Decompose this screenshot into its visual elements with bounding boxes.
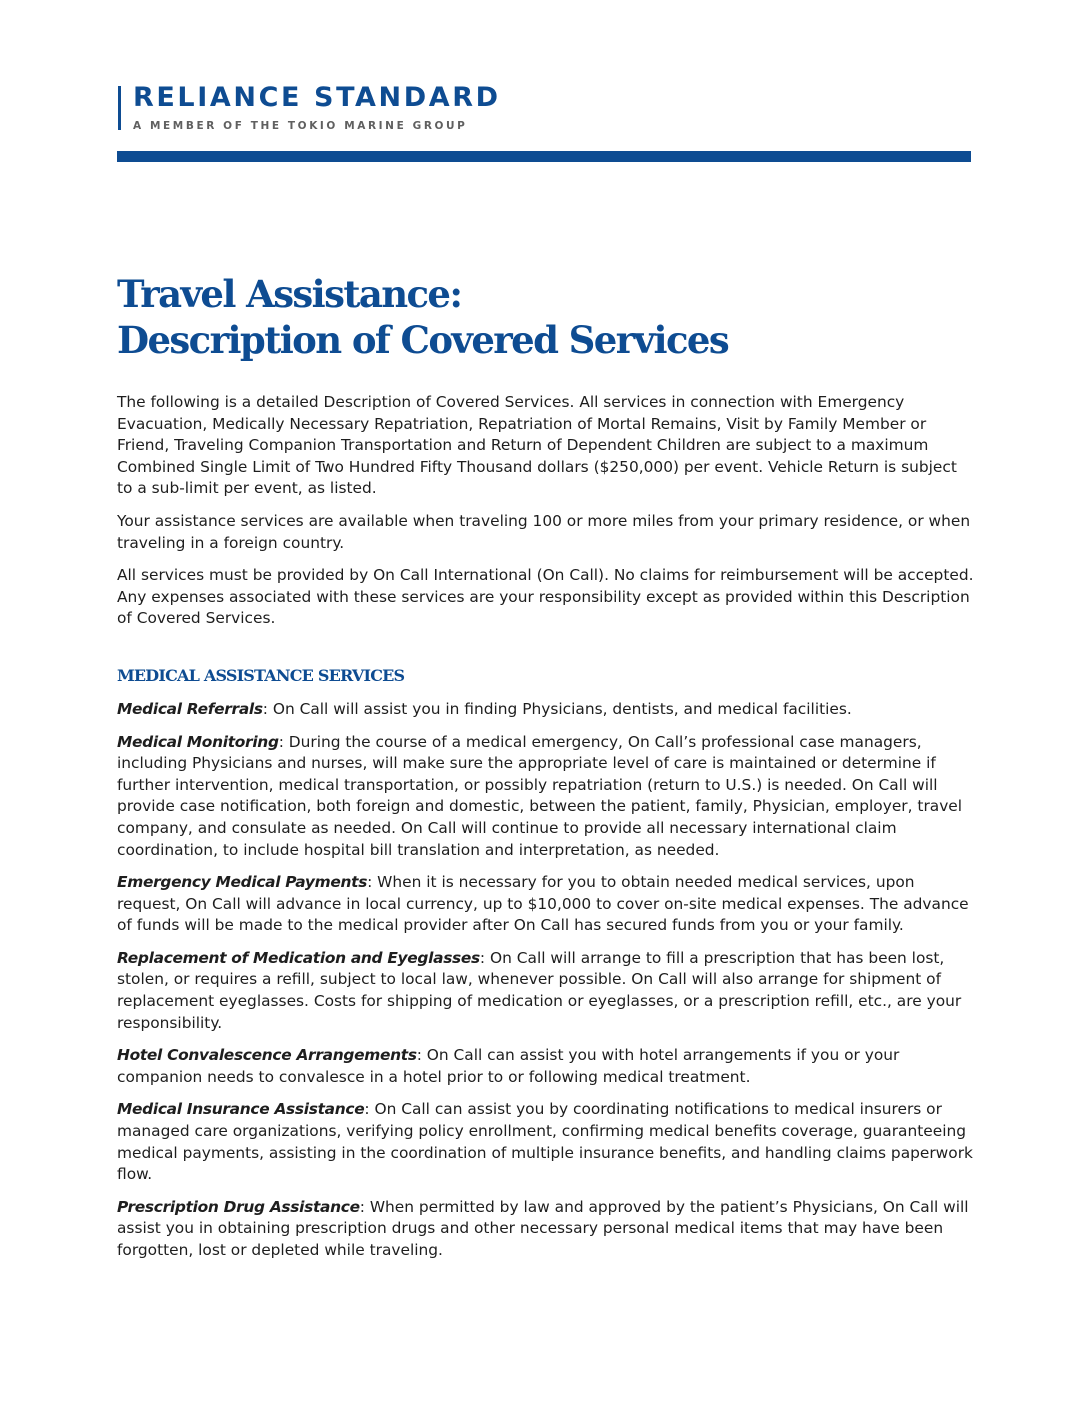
service-term: Medical Insurance Assistance: [117, 1100, 365, 1119]
service-medical-insurance-assistance: [117, 1099, 975, 1185]
document-body: [117, 392, 975, 1273]
intro-paragraph-provider: All services must be provided by On Call International (On Call). No claims for reimbursement will be accepted. Any expenses associated with these services are your responsibility except as provided within this Description of Covered Services.: [117, 566, 974, 628]
service-medical-monitoring: [117, 732, 975, 862]
service-description: : On Call can assist you with hotel arrangements if you or your companion needs to convalesce in a hotel prior to or following medical treatment.: [117, 1046, 900, 1086]
service-description: : On Call will assist you in finding Physicians, dentists, and medical facilities.: [262, 699, 852, 718]
service-term: Medical Monitoring: [117, 732, 279, 751]
logo-company-name: RELIANCE STANDARD: [133, 82, 501, 113]
service-term: Medical Referrals: [117, 699, 263, 718]
service-term: Replacement of Medication and Eyeglasses: [117, 948, 480, 967]
service-description: : When it is necessary for you to obtain needed medical services, upon request, On Call will advance in local currency, up to $10,000 to cover on-site medical expenses. The advance of funds will be made to the medical provider after On Call has secured funds from you or your family.: [117, 873, 969, 935]
service-term: Prescription Drug Assistance: [117, 1197, 360, 1216]
service-description: : During the course of a medical emergency, On Call’s professional case managers, including Physicians and nurses, will make sure the appropriate level of care is maintained or determine if further intervention, medical transportation, or possibly repatriation (return to U.S.) is needed. On Call will provide case notification, both foreign and domestic, between the patient, family, Physician, employer, travel company, and consulate as needed. On Call will continue to provide all necessary international claim coordination, to include hospital bill translation and interpretation, as needed.: [117, 732, 963, 859]
logo-vertical-bar: [118, 86, 121, 130]
intro-paragraph-limits: The following is a detailed Description of Covered Services. All services in connection with Emergency Evacuation, Medically Necessary Repatriation, Repatriation of Mortal Remains, Visit by Family Member or Friend, Traveling Companion Transportation and Return of Dependent Children are subject to a maximum Combined Single Limit of Two Hundred Fifty Thousand dollars ($250,000) per event. Vehicle Return is subject to a sub-limit per event, as listed.: [117, 393, 957, 498]
service-term: Emergency Medical Payments: [117, 873, 368, 892]
logo-tagline: A MEMBER OF THE TOKIO MARINE GROUP: [133, 120, 468, 132]
service-prescription-drug-assistance: [117, 1197, 975, 1262]
service-description: : When permitted by law and approved by the patient’s Physicians, On Call will assist you in obtaining prescription drugs and other necessary personal medical items that may have been forgotten, lost or depleted while traveling.: [117, 1197, 969, 1259]
service-description: : On Call can assist you by coordinating notifications to medical insurers or managed care organizations, verifying policy enrollment, confirming medical benefits coverage, guaranteeing medical payments, assisting in the coordination of multiple insurance benefits, and handling claims paperwork flow.: [117, 1100, 973, 1184]
page-title-line-1: Travel Assistance:: [117, 272, 462, 316]
section-heading-medical-assistance: MEDICAL ASSISTANCE SERVICES: [117, 665, 405, 685]
service-replacement-medication-eyeglasses: [117, 948, 975, 1034]
service-term: Hotel Convalescence Arrangements: [117, 1046, 417, 1065]
intro-paragraph-eligibility: Your assistance services are available when traveling 100 or more miles from your primary residence, or when traveling in a foreign country.: [117, 511, 971, 552]
service-emergency-medical-payments: [117, 872, 975, 937]
service-medical-referrals: [117, 699, 975, 721]
service-hotel-convalescence: [117, 1045, 975, 1088]
service-description: : On Call will arrange to fill a prescription that has been lost, stolen, or requires a refill, subject to local law, whenever possible. On Call will also arrange for shipment of replacement eyeglasses. Costs for shipping of medication or eyeglasses, or a prescription refill, etc., are your responsibility.: [117, 948, 962, 1032]
header-divider: [117, 151, 971, 162]
page-title: [117, 271, 728, 363]
page-title-line-2: Description of Covered Services: [117, 318, 729, 362]
